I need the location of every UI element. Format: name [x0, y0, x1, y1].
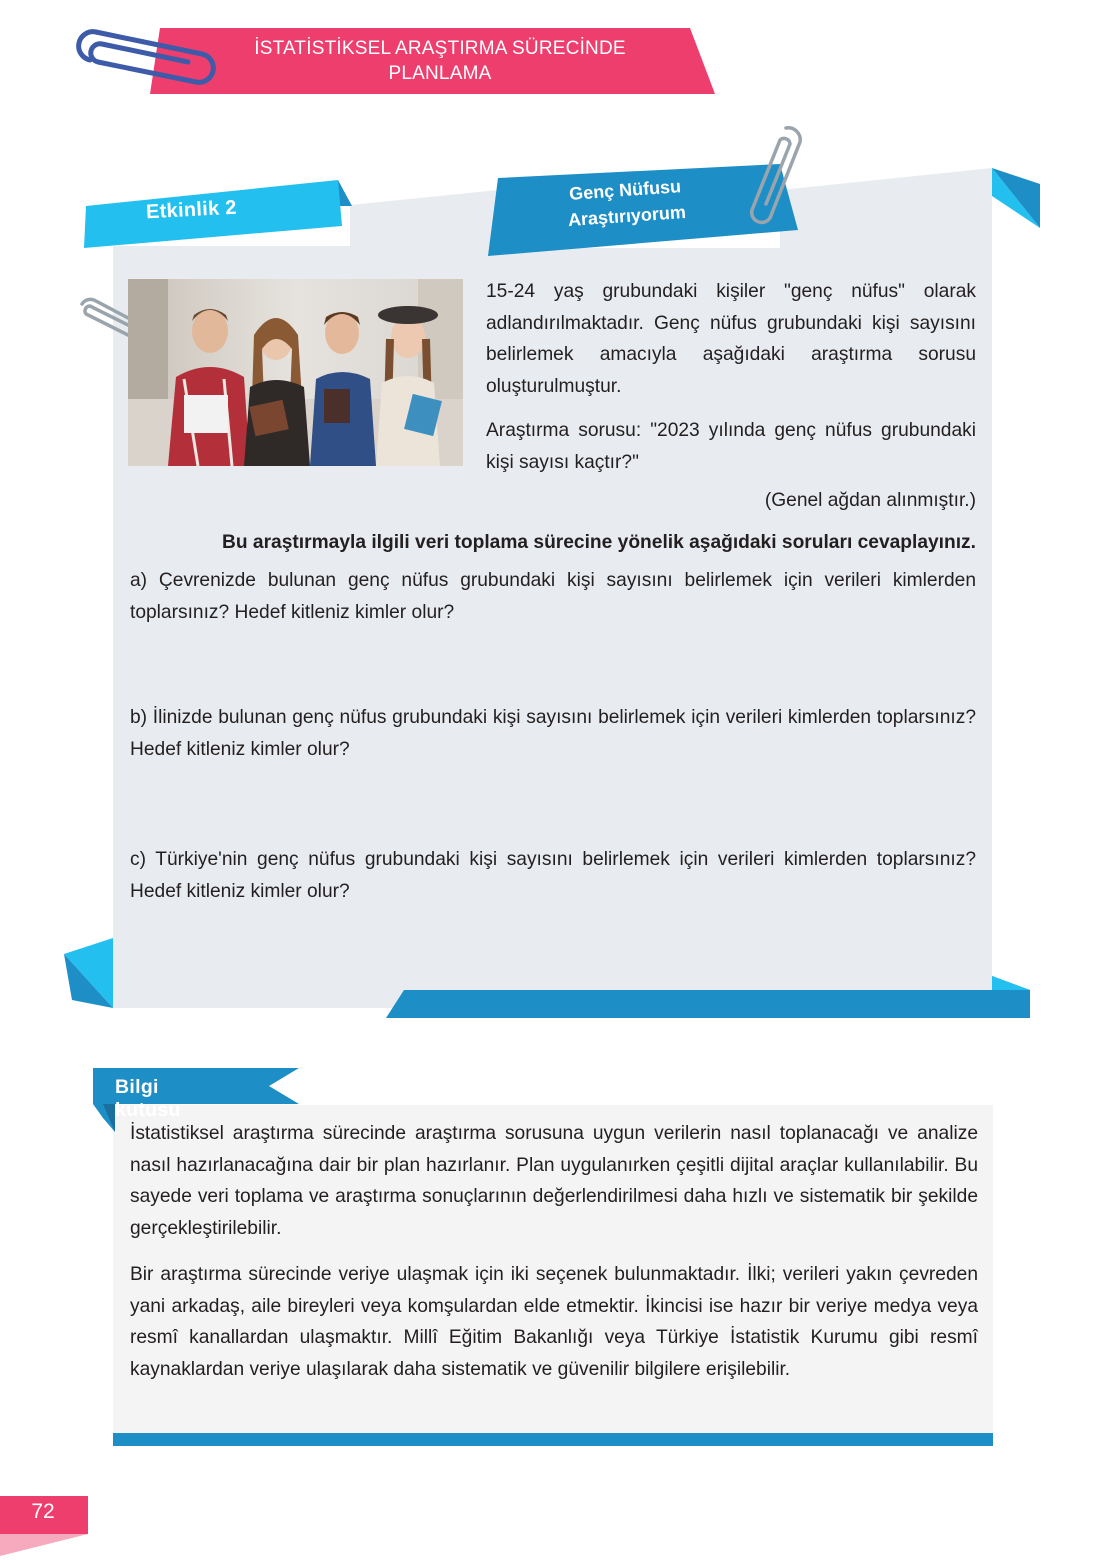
chapter-header-banner	[150, 28, 715, 94]
info-box-title: Bilgi kutusu	[115, 1076, 181, 1121]
activity-number-label: Etkinlik 2	[145, 196, 238, 224]
research-question: Araştırma sorusu: "2023 yılında genç nüfus grubundaki kişi sayısı kaçtır?"	[486, 420, 976, 473]
source-note: (Genel ağdan alınmıştır.)	[764, 490, 976, 511]
question-b: b) İlinizde bulunan genç nüfus grubundaki kişi sayısını belirlemek için verileri kimlerden toplarsınız? Hedef kitleniz kimler olur?	[130, 707, 976, 760]
instruction-text: Bu araştırmayla ilgili veri toplama sürecine yönelik aşağıdaki soruları cevaplayınız.	[222, 532, 976, 553]
paperclip-icon	[76, 24, 221, 94]
activity-number-tag	[80, 178, 360, 250]
info-box-underline	[113, 1433, 993, 1446]
question-a: a) Çevrenizde bulunan genç nüfus grubundaki kişi sayısını belirlemek için verileri kimlerden toplarsınız? Hedef kitleniz kimler olur?	[130, 570, 976, 623]
page-number: 72	[31, 1500, 55, 1523]
students-photo	[128, 279, 463, 466]
intro-paragraph: 15-24 yaş grubundaki kişiler "genç nüfus" olarak adlandırılmaktadır. Genç nüfus grubundaki kişi sayısını belirlemek amacıyla aşağıdaki araştırma sorusu oluşturulmuştur.	[486, 281, 976, 397]
info-paragraph: Bir araştırma sürecinde veriye ulaşmak için iki seçenek bulunmaktadır. İlki; verileri yakın çevreden yani arkadaş, aile bireyleri veya komşulardan elde etmektir. İkincisi ise hazır bir veriye medya veya resmî kanallardan ulaşmaktır. Millî Eğitim Bakanlığı veya Türkiye İstatistik Kurumu gibi resmî kaynaklardan veriye ulaşılarak daha sistematik ve güvenilir bilgilere erişilebilir.	[130, 1264, 978, 1380]
info-paragraph: İstatistiksel araştırma sürecinde araştırma sorusuna uygun verilerin nasıl toplanacağı ve analize nasıl hazırlanacağına dair bir plan hazırlanır. Plan uygulanırken çeşitli dijital araçlar kullanılabilir. Bu sayede veri toplama ve araştırma sonuçlarının değerlendirilmesi daha hızlı ve sistematik bir şekilde gerçekleştirilebilir.	[130, 1123, 978, 1239]
chapter-title: İSTATİSTİKSEL ARAŞTIRMA SÜRECİNDE PLANLAMA	[254, 38, 626, 84]
question-c: c) Türkiye'nin genç nüfus grubundaki kişi sayısını belirlemek için verileri kimlerden toplarsınız? Hedef kitleniz kimler olur?	[130, 849, 976, 902]
activity-topic-title: Genç Nüfusu Araştırıyorum	[567, 176, 687, 231]
paperclip-icon	[742, 122, 806, 228]
